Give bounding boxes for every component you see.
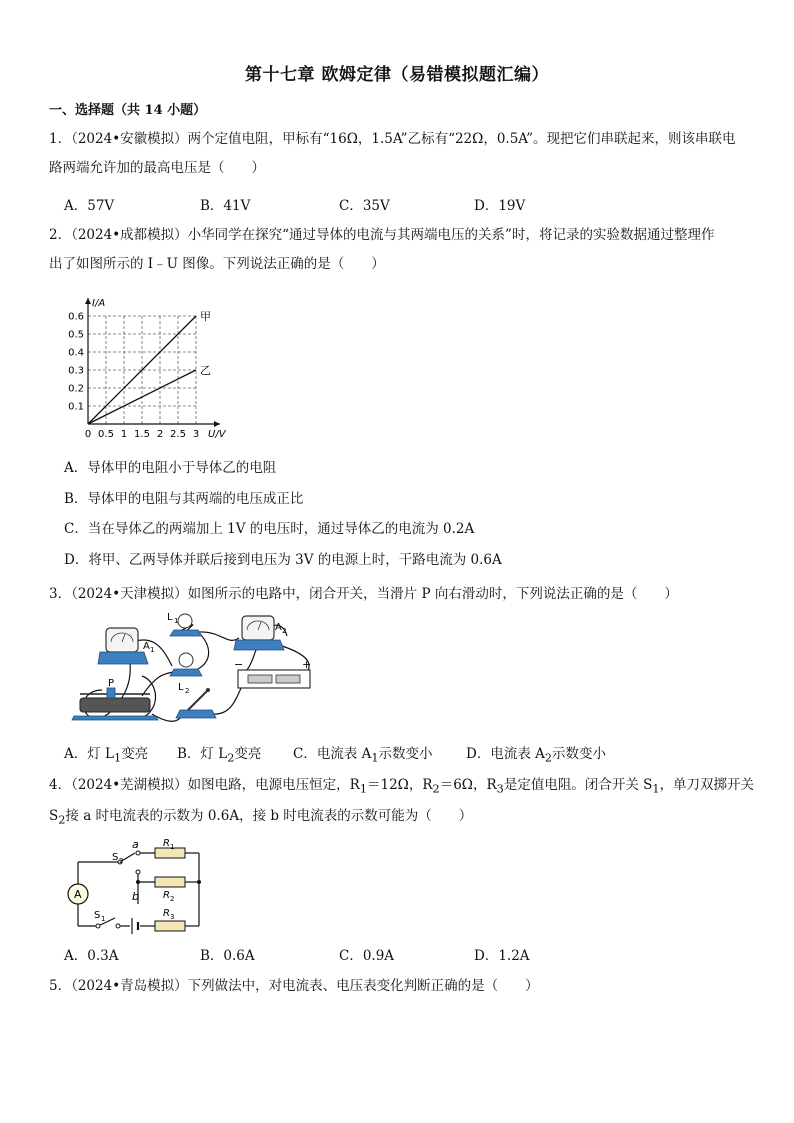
contact-b-label: b xyxy=(132,890,139,903)
y-axis-arrow xyxy=(85,298,91,304)
q3-option-a: A．灯 $L_1$变亮 xyxy=(64,746,149,765)
l1-label: L xyxy=(167,612,173,623)
resistor-r3 xyxy=(155,921,185,931)
series-label: 乙 xyxy=(200,364,211,377)
q1-option-b: B．41V xyxy=(200,198,251,214)
q2-option-c: C．当在导体乙的两端加上 1V 的电压时，通过导体乙的电流为 0.2A xyxy=(64,521,475,537)
q4-option-c: C．0.9A xyxy=(339,948,395,964)
q2-line2: 出了如图所示的 I﹣U 图像。下列说法正确的是（ ） xyxy=(49,256,385,272)
r1-subscript: 1 xyxy=(170,843,175,851)
q3-option-d: D．电流表 $A_2$示数变小 xyxy=(466,746,607,765)
q4-line1: 4．（2024•芜湖模拟）如图电路，电源电压恒定，$R_1=12\Omega$，$R_2=6\Omega$，$R_3$是定值电阻。闭合开关 $S_1$，单刀双掷开关 xyxy=(49,777,755,796)
q4-option-a: A．0.3A xyxy=(64,948,119,964)
y-tick-label: 0.4 xyxy=(68,347,84,359)
battery-minus: − xyxy=(234,658,244,671)
page-title: 第十七章 欧姆定律（易错模拟题汇编） xyxy=(245,65,549,85)
iu-chart xyxy=(60,285,250,445)
y-tick-label: 0.3 xyxy=(68,365,84,377)
q2-line1: 2．（2024•成都模拟）小华同学在探究“通过导体的电流与其两端电压的关系”时，将记录的实验数据通过整理作 xyxy=(49,227,715,243)
wire xyxy=(212,686,242,714)
a1-subscript: 1 xyxy=(150,646,155,654)
wire xyxy=(198,633,209,669)
series-label: 甲 xyxy=(200,310,211,323)
s2-label: S xyxy=(112,852,119,863)
q4-circuit-figure xyxy=(60,836,210,936)
x-tick-label: 0.5 xyxy=(98,429,114,440)
q4-option-d: D．1.2A xyxy=(474,948,530,964)
q1-option-a: A．57V xyxy=(64,198,115,214)
section-heading: 一、选择题（共 14 小题） xyxy=(49,103,207,118)
s1-label: S xyxy=(94,910,101,921)
q2-option-d: D．将甲、乙两导体并联后接到电压为 3V 的电源上时，干路电流为 0.6A xyxy=(64,552,502,568)
q1-line1: 1．（2024•安徽模拟）两个定值电阻，甲标有“16Ω，1.5A”乙标有“22Ω，0.5A”。现把它们串联起来，则该串联电 xyxy=(49,131,736,147)
r2-subscript: 2 xyxy=(170,895,175,903)
l2-subscript: 2 xyxy=(185,687,190,695)
battery-box xyxy=(234,658,311,688)
l1-subscript: 1 xyxy=(174,617,179,625)
a2-subscript: 2 xyxy=(282,627,287,635)
q3-option-c: C．电流表 $A_1$示数变小 xyxy=(293,746,433,765)
q2-option-b: B．导体甲的电阻与其两端的电压成正比 xyxy=(64,491,304,507)
q4-option-b: B．0.6A xyxy=(200,948,255,964)
a2-label: A xyxy=(275,622,282,633)
ammeter-label: A xyxy=(74,888,82,901)
x-tick-label: 3 xyxy=(192,429,200,440)
contact-b xyxy=(136,870,140,874)
bulb-l2 xyxy=(170,653,202,695)
contact-a xyxy=(136,851,140,855)
r2-label: R xyxy=(163,890,170,901)
x-tick-label: 2 xyxy=(156,429,164,440)
s1-subscript: 1 xyxy=(101,915,106,923)
resistor-r2 xyxy=(155,877,185,887)
contact-a-label: a xyxy=(132,838,139,851)
bulb-l1 xyxy=(167,612,202,636)
q4-line2: $S_2$接 a 时电流表的示数为 0.6A，接 b 时电流表的示数可能为（ ） xyxy=(49,808,473,827)
s1-pivot xyxy=(96,924,100,928)
q3-circuit-figure xyxy=(62,606,332,738)
q2-option-a: A．导体甲的电阻小于导体乙的电阻 xyxy=(64,460,277,476)
a1-label: A xyxy=(143,641,150,652)
s2-subscript: 2 xyxy=(119,857,124,865)
s1-contact xyxy=(116,924,120,928)
r3-subscript: 3 xyxy=(170,913,175,921)
q5-line1: 5．（2024•青岛模拟）下列做法中，对电流表、电压表变化判断正确的是（ ） xyxy=(49,978,539,994)
y-tick-label: 0.5 xyxy=(68,329,84,341)
y-tick-label: 0.6 xyxy=(68,311,84,323)
slide-rheostat xyxy=(72,678,158,720)
battery-plus: + xyxy=(302,658,312,671)
x-axis-arrow xyxy=(214,421,220,427)
junction-dot xyxy=(136,880,140,884)
y-tick-label: 0.2 xyxy=(68,383,84,395)
q1-option-c: C．35V xyxy=(339,198,390,214)
r3-label: R xyxy=(163,908,170,919)
y-axis-label: I/A xyxy=(92,298,106,309)
q3-line1: 3．（2024•天津模拟）如图所示的电路中，闭合开关，当滑片 P 向右滑动时，下列说法正确的是（ ） xyxy=(49,586,678,602)
x-tick-label: 0 xyxy=(84,429,92,440)
q3-option-b: B．灯 $L_2$变亮 xyxy=(177,746,262,765)
x-tick-label: 1.5 xyxy=(134,429,150,440)
q1-option-d: D．19V xyxy=(474,198,526,214)
l2-label: L xyxy=(178,682,184,693)
ammeter-a1 xyxy=(98,628,154,664)
q1-line2: 路两端允许加的最高电压是（ ） xyxy=(49,160,265,176)
r1-label: R xyxy=(163,838,170,849)
wire xyxy=(199,632,239,640)
slider-p-label: P xyxy=(108,678,115,689)
ammeter-a2 xyxy=(234,616,286,650)
x-axis-label: U/V xyxy=(208,429,226,440)
junction-dot xyxy=(197,880,201,884)
y-tick-label: 0.1 xyxy=(68,401,84,413)
x-tick-label: 1 xyxy=(120,429,128,440)
x-tick-label: 2.5 xyxy=(170,429,186,440)
